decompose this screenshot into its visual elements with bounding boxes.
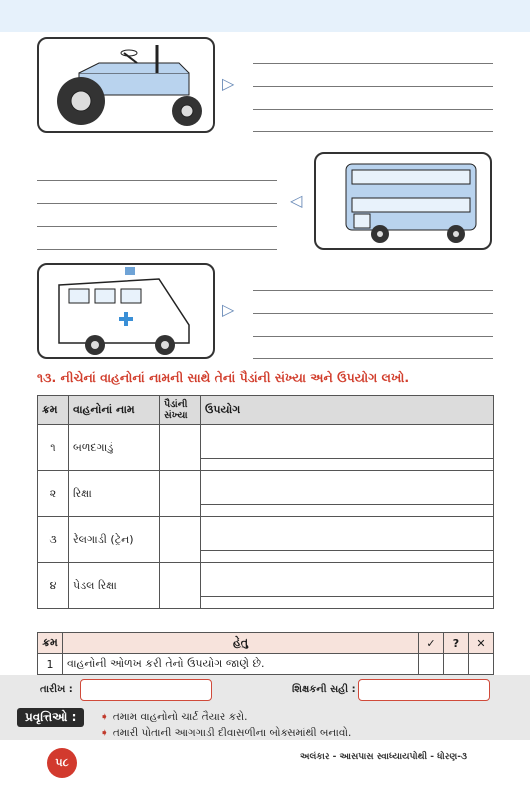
row-vehicle-name: પેડલ રિક્ષા	[69, 563, 160, 609]
write-line[interactable]	[37, 249, 277, 250]
double-decker-bus-icon	[316, 154, 490, 248]
bus-image-box	[314, 152, 492, 250]
table-row	[38, 517, 494, 563]
table-row	[38, 563, 494, 609]
row-use-cell[interactable]	[201, 425, 494, 471]
header-num: ક્રમ	[38, 396, 69, 425]
write-line[interactable]	[253, 131, 493, 132]
date-label: તારીખ :	[40, 684, 73, 695]
write-line[interactable]	[253, 290, 493, 291]
arrow-right-icon: ▷	[222, 74, 235, 93]
row-vehicle-name: રેલગાડી (ટ્રેન)	[69, 517, 160, 563]
row-wheels-cell[interactable]	[160, 563, 201, 609]
assess-row-num: 1	[38, 654, 63, 675]
write-line[interactable]	[253, 313, 493, 314]
row-use-cell[interactable]	[201, 517, 494, 563]
write-line[interactable]	[253, 358, 493, 359]
assess-check-cell[interactable]	[419, 654, 444, 675]
ambulance-icon	[39, 265, 213, 357]
page-footer	[0, 740, 530, 795]
row-num: ૨	[38, 471, 69, 517]
page-number: ૫૮	[47, 748, 77, 778]
teacher-signature-label: શિક્ષકની સહી :	[292, 684, 356, 695]
activity-item: ➧ તમામ વાહનોનો ચાર્ટ તૈયાર કરો.	[100, 711, 248, 723]
row-wheels-cell[interactable]	[160, 471, 201, 517]
arrow-right-icon: ▷	[222, 300, 235, 319]
header-wheels: પૈડાંની સંખ્યા	[160, 396, 201, 425]
write-line[interactable]	[37, 203, 277, 204]
row-vehicle-name: રિક્ષા	[69, 471, 160, 517]
row-wheels-cell[interactable]	[160, 517, 201, 563]
table-row	[38, 471, 494, 517]
write-line[interactable]	[253, 63, 493, 64]
vehicle-table	[37, 395, 494, 609]
tractor-image-box	[37, 37, 215, 133]
row-num: ૧	[38, 425, 69, 471]
row-use-cell[interactable]	[201, 563, 494, 609]
question-icon: ?	[444, 633, 469, 654]
activity-item: ➧ તમારી પોતાની આગગાડી દીવાસળીના બોક્સમાંથી બનાવો.	[100, 727, 352, 739]
arrow-left-icon: ◁	[290, 191, 303, 210]
assess-header-purpose: હેતુ	[63, 633, 419, 654]
assess-question-cell[interactable]	[444, 654, 469, 675]
write-line[interactable]	[253, 109, 493, 110]
activities-badge: પ્રવૃત્તિઓ :	[17, 708, 84, 727]
bullet-icon: ➧	[100, 711, 109, 723]
teacher-signature-field[interactable]	[358, 679, 490, 701]
table-row	[38, 654, 494, 675]
write-line[interactable]	[253, 336, 493, 337]
assess-row-text: વાહનોની ઓળખ કરી તેનો ઉપયોગ જાણે છે.	[63, 654, 419, 675]
row-vehicle-name: બળદગાડું	[69, 425, 160, 471]
write-line[interactable]	[37, 226, 277, 227]
assess-cross-cell[interactable]	[469, 654, 494, 675]
assessment-table	[37, 632, 494, 675]
date-field[interactable]	[80, 679, 212, 701]
series-title: અલંકાર - આસપાસ સ્વાધ્યાયપોથી - ધોરણ-૩	[300, 752, 467, 762]
header-name: વાહનોનાં નામ	[69, 396, 160, 425]
row-num: ૪	[38, 563, 69, 609]
write-line[interactable]	[37, 180, 277, 181]
tractor-icon	[39, 39, 213, 131]
header-use: ઉપયોગ	[201, 396, 494, 425]
write-line[interactable]	[253, 86, 493, 87]
question-title: ૧૩. નીચેનાં વાહનોનાં નામની સાથે તેનાં પૈડાંની સંખ્યા અને ઉપયોગ લખો.	[37, 370, 410, 385]
row-use-cell[interactable]	[201, 471, 494, 517]
assess-header-num: ક્રમ	[38, 633, 63, 654]
top-band	[0, 0, 530, 32]
bullet-icon: ➧	[100, 727, 109, 739]
row-wheels-cell[interactable]	[160, 425, 201, 471]
check-icon: ✓	[419, 633, 444, 654]
cross-icon: ✕	[469, 633, 494, 654]
ambulance-image-box	[37, 263, 215, 359]
row-num: ૩	[38, 517, 69, 563]
table-row	[38, 425, 494, 471]
